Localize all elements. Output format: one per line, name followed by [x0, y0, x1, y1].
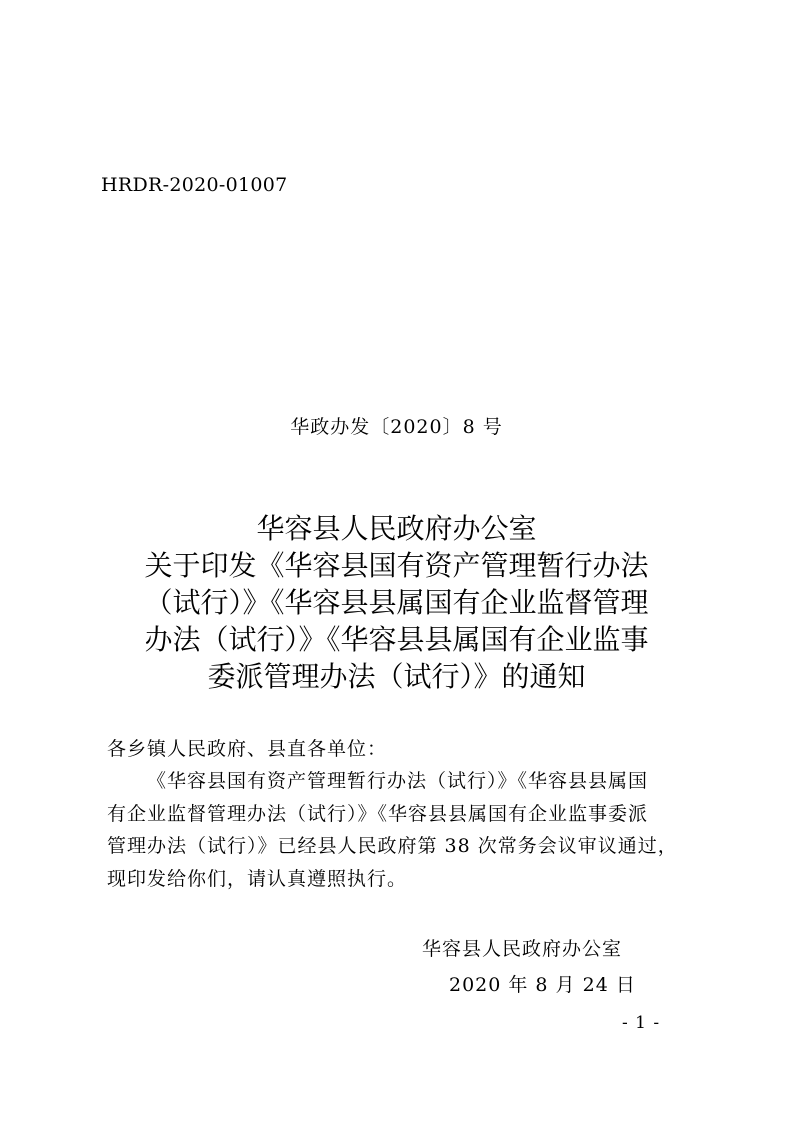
body-line: 现印发给你们，请认真遵照执行。 [107, 867, 408, 890]
title-line: 委派管理办法（试行）》的通知 [207, 660, 586, 693]
document-id: HRDR-2020-01007 [101, 174, 288, 196]
body-line: 《华容县国有资产管理暂行办法（试行）》《华容县县属国 [147, 770, 649, 792]
issue-date: 2020 年 8 月 24 日 [449, 974, 636, 996]
body-line: 管理办法（试行）》已经县人民政府第 38 次常务会议审议通过， [107, 835, 678, 857]
page-number: - 1 - [622, 1013, 661, 1033]
issuer-signature: 华容县人民政府办公室 [422, 938, 623, 960]
body-line: 有企业监督管理办法（试行）》《华容县县属国有企业监事委派 [107, 802, 649, 825]
title-line: 关于印发《华容县国有资产管理暂行办法 [144, 549, 649, 582]
addressee: 各乡镇人民政府、县直各单位： [107, 738, 388, 760]
body-paragraph [107, 765, 697, 895]
document-title [90, 510, 703, 695]
title-line: 华容县人民政府办公室 [256, 512, 537, 545]
title-line: （试行）》《华容县县属国有企业监督管理 [144, 586, 649, 619]
title-line: 办法（试行）》《华容县县属国有企业监事 [144, 623, 649, 656]
document-number: 华政办发〔2020〕8 号 [290, 416, 503, 438]
